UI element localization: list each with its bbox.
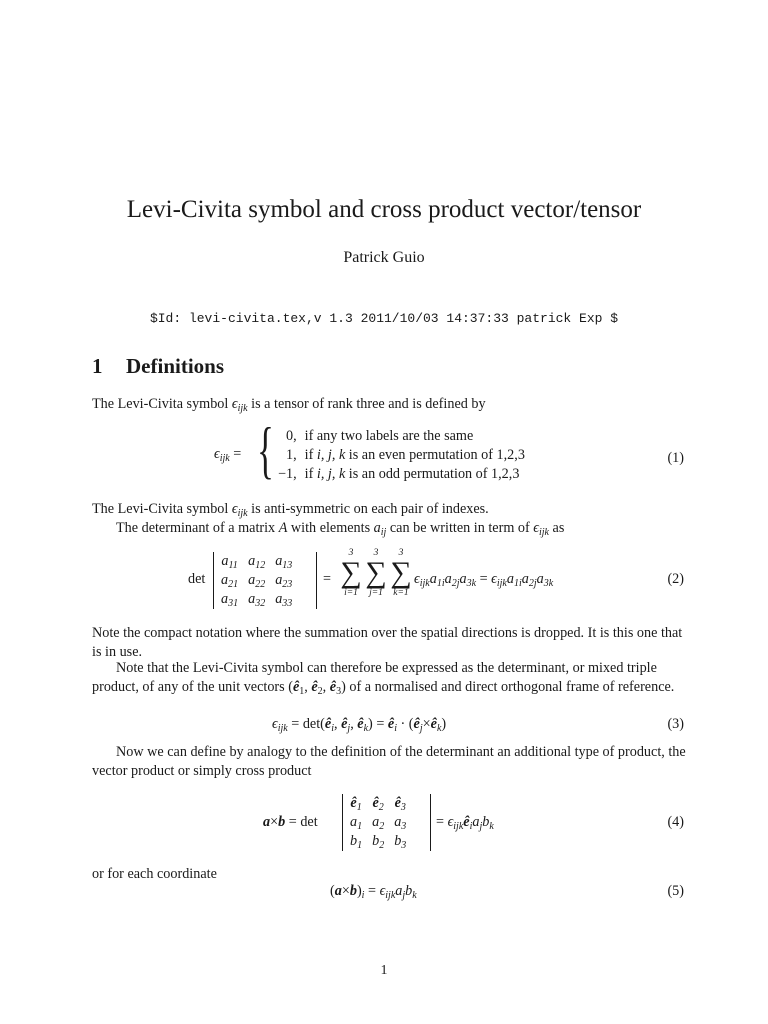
text-span: is a tensor of rank three and is defined by [251, 396, 486, 412]
paragraph-intro [92, 395, 686, 414]
matrix-bar-left [342, 794, 343, 851]
det-operator: det [188, 571, 206, 587]
equation-5: $(a\times b)_i = \epsilon_{ijk}a_jb_k$ [330, 883, 417, 901]
case-value: 1, [286, 447, 297, 463]
text-span: The Levi-Civita symbol [92, 396, 229, 412]
text-span: as [552, 520, 565, 536]
paragraph-compact-notation: Note the compact notation where the summation over the spatial directions is dropped. It is this one that is in use. [92, 625, 683, 660]
equation-4: a×b = det $ê_1$ $ê_2$ $ê_3$ $a_1$ $a_2$ $a_3$ $b_1$ $b_2$ $b_3$ = $\epsilon_{ijk}ê_ia_jb_k$ [263, 795, 494, 851]
matrix-cross: $ê_1$ $ê_2$ $ê_3$ $a_1$ $a_2$ $a_3$ $b_1$ $b_2$ $b_3$ [350, 795, 407, 851]
sum-k: 3 ∑ k=1 [390, 548, 412, 598]
text-span: The Levi-Civita symbol [92, 501, 229, 517]
equation-2: det $a_{11}$ $a_{12}$ $a_{13}$ $a_{21}$ $a_{22}$ $a_{23}$ $a_{31}$ $a_{32}$ $a_{33}$ = 3 ∑ i=1 3 ∑ j=1 3 ∑ k=1 $\epsilon_{ijk}a_{1i}a_{2j}a_{3k} = \epsilon_{ijk}a_{1i}a_{2j}a_{3k}$ [188, 548, 554, 609]
matrix-bar-right [430, 794, 431, 851]
equation-number: (4) [667, 814, 684, 830]
text-span: Note that the Levi-Civita symbol can therefore be expressed as the determinant, or mixed triple product, of any of the unit vectors [92, 660, 657, 695]
epsilon-symbol: $\epsilon_{ijk}$ [231, 396, 248, 414]
equation-number: (5) [667, 883, 684, 899]
equation-number: (2) [667, 571, 684, 587]
case-condition: if any two labels are the same [304, 428, 474, 444]
paper-title: Levi-Civita symbol and cross product vector/tensor [126, 196, 642, 223]
text-span: with elements [290, 520, 371, 536]
matrix-bar-right [316, 552, 317, 609]
text-span: The determinant of a matrix [116, 520, 276, 536]
paragraph-determinant: The determinant of a matrix A with elements $a_{ij}$ can be written in term of $\epsilon_{ijk}$ as [116, 520, 565, 538]
paragraph-cross-product: Now we can define by analogy to the definition of the determinant an additional type of product, the vector product or simply cross product [92, 744, 686, 779]
text-span: is anti-symmetric on each pair of indexes. [251, 501, 489, 517]
equation-3: $\epsilon_{ijk}$ = $\det(ê_i$, $ê_j$, $ê_k$) = $ê_i$ · $(ê_j\times ê_k)$ [272, 716, 447, 734]
matrix-a: $a_{11}$ $a_{12}$ $a_{13}$ $a_{21}$ $a_{22}$ $a_{23}$ $a_{31}$ $a_{32}$ $a_{33}$ [221, 553, 293, 609]
sum-i: 3 ∑ i=1 [340, 548, 362, 598]
case-value: −1, [278, 466, 297, 482]
rcs-id-line: $Id: levi-civita.tex,v 1.3 2011/10/03 14:37:33 patrick Exp $ [149, 311, 619, 326]
paragraph-coordinate: or for each coordinate [92, 866, 217, 882]
section-heading [92, 354, 224, 379]
matrix-bar-left [213, 552, 214, 609]
equation-number: (1) [667, 450, 684, 466]
left-brace: { [257, 414, 274, 485]
case-condition: if i, j, k is an even permutation of 1,2,3 [304, 447, 525, 463]
sum-expression: $\epsilon_{ijk}a_{1i}a_{2j}a_{3k} = \epsilon_{ijk}a_{1i}a_{2j}a_{3k}$ [414, 571, 554, 589]
text-span: can be written in term of [389, 520, 530, 536]
paragraph-triple-product: Note that the Levi-Civita symbol can therefore be expressed as the determinant, or mixed triple product, of any of the unit vectors ($ê_1$, $ê_2$, $ê_3$) of a normalised and direct orthogonal frame of reference. [92, 660, 675, 697]
det-operator: det [300, 814, 318, 830]
case-condition: if i, j, k is an odd permutation of 1,2,3 [304, 466, 520, 482]
case-value: 0, [286, 428, 297, 444]
page-number: 1 [380, 963, 388, 978]
equation-number: (3) [667, 716, 684, 732]
cases-table [274, 427, 529, 484]
text-span: of a normalised and direct orthogonal frame of reference. [349, 679, 675, 695]
author-name: Patrick Guio [343, 249, 425, 266]
sum-j: 3 ∑ j=1 [365, 548, 387, 598]
paragraph-antisymmetric [92, 500, 686, 519]
epsilon-symbol: $\epsilon_{ijk}$ [231, 501, 248, 519]
section-title: Definitions [126, 354, 225, 378]
section-number: 1 [92, 354, 103, 378]
